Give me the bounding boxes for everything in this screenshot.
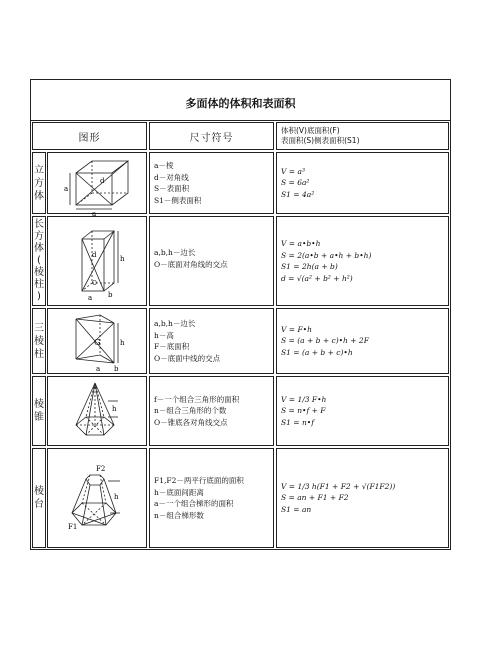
row-name-char: 柱 (34, 348, 44, 360)
row-name-char: 棱 (34, 399, 44, 410)
cube-formula-2: S = 6a² (281, 178, 310, 188)
pyramid-symbol-1: f－一个组合三角形的面积 (154, 394, 240, 404)
row-cuboid-figure (47, 216, 147, 306)
pyramid-symbol-3: O－锥底各对角线交点 (154, 417, 228, 427)
row-name-char: 三 (34, 322, 44, 334)
cuboid-label-a: a (88, 294, 93, 302)
frustum-figure (48, 449, 146, 547)
cuboid-formula-2: S = 2(a•b + a•h + b•h) (281, 250, 372, 260)
header-formula-line1: 体积(V)底面积(F) (281, 126, 340, 135)
cube-label-d: d (100, 177, 105, 185)
row-name-char: 体 (34, 190, 44, 202)
prism-symbol-4: O－底面中线的交点 (154, 353, 221, 363)
cuboid-formula-4: d = √(a² + b² + h²) (281, 273, 353, 283)
cube-symbol-4: S1－侧表面积 (154, 195, 202, 205)
cube-label-a-bottom: a (92, 210, 97, 218)
cube-figure (48, 153, 146, 218)
page-title: 多面体的体积和表面积 (185, 97, 296, 110)
cuboid-formula-3: S1 = 2h(a + b) (281, 262, 338, 271)
prism-formula-3: S1 = (a + b + c)•h (281, 347, 353, 357)
row-frustum-name (32, 448, 46, 548)
header-col2 (149, 122, 274, 150)
row-cube-formulas (276, 152, 449, 214)
row-name-char: 棱 (34, 335, 44, 347)
prism-label-a: a (96, 365, 101, 373)
cuboid-figure (48, 217, 146, 305)
prism-label-b: b (114, 365, 119, 373)
prism-label-h: h (120, 339, 125, 347)
prism-formula-2: S = (a + b + c)•h + 2F (281, 336, 369, 346)
frustum-label-f2: F2 (96, 465, 106, 473)
row-cuboid-symbols (149, 216, 274, 306)
row-frustum-formulas (276, 448, 449, 548)
row-prism-formulas (276, 308, 449, 374)
prism-label-g: G (94, 338, 101, 347)
title-cell (30, 79, 451, 121)
row-cuboid-name (32, 216, 46, 306)
row-frustum-symbols (149, 448, 274, 548)
prism-symbol-3: F－底面积 (154, 342, 190, 351)
cuboid-label-h: h (120, 255, 125, 263)
row-pyramid-figure (47, 376, 147, 446)
row-cuboid-formulas (276, 216, 449, 306)
prism-figure (48, 309, 146, 373)
row-cube-figure (47, 152, 147, 218)
frustum-symbol-1: F1,F2－两平行底面的面积 (154, 476, 244, 485)
pyramid-figure (48, 377, 146, 445)
prism-formula-1: V = F•h (281, 324, 312, 334)
cube-symbol-2: d－对角线 (154, 172, 189, 182)
cube-symbol-1: a－棱 (154, 161, 174, 170)
cube-formula-1: V = a³ (281, 166, 305, 176)
row-name-char: ) (37, 291, 41, 302)
row-name-char: 体 (34, 243, 44, 254)
row-name-char: 柱 (34, 279, 44, 290)
cuboid-formula-1: V = a•b•h (281, 239, 321, 248)
row-frustum-figure (47, 448, 147, 548)
cuboid-label-b: b (108, 291, 113, 299)
row-name-char: 棱 (34, 486, 44, 497)
frustum-formula-1: V = 1/3 h(F1 + F2 + √(F1F2)) (281, 481, 396, 491)
pyramid-formula-1: V = 1/3 F•h (281, 394, 327, 404)
header-symbols: 尺寸符号 (189, 132, 234, 144)
row-name-char: 立 (34, 164, 44, 176)
header-formulas (277, 123, 448, 149)
row-prism-name (32, 308, 46, 374)
cube-symbol-3: S－表面积 (154, 184, 190, 193)
frustum-label-f1: F1 (68, 523, 78, 531)
frustum-symbol-3: a－一个组合梯形的面积 (154, 499, 234, 508)
frustum-formula-2: S = an + F1 + F2 (281, 493, 349, 503)
cuboid-symbol-1: a,b,h－边长 (154, 248, 196, 257)
cuboid-label-o: O (92, 280, 97, 287)
frustum-formula-3: S1 = an (281, 504, 312, 514)
header-col3 (276, 122, 449, 150)
row-pyramid-symbols (149, 376, 274, 446)
cube-label-a-left: a (64, 185, 69, 193)
row-name-char: 长 (34, 219, 44, 230)
pyramid-formula-3: S1 = n•f (281, 417, 314, 427)
row-prism-symbols (149, 308, 274, 374)
row-pyramid-name (32, 376, 46, 446)
row-name-char: 方 (34, 177, 44, 189)
frustum-label-h: h (114, 493, 119, 501)
cuboid-label-d: d (92, 251, 97, 259)
row-name-char: 锥 (34, 412, 44, 423)
cube-formula-3: S1 = 4a² (281, 189, 315, 199)
header-formula-line2: 表面积(S)侧表面积(S1) (281, 136, 360, 145)
frustum-symbol-2: h－底面间距离 (154, 487, 204, 497)
pyramid-symbol-2: n－组合三角形的个数 (154, 406, 227, 416)
pyramid-label-h: h (112, 405, 117, 413)
row-prism-figure (47, 308, 147, 374)
pyramid-formula-2: S = n•f + F (281, 406, 326, 416)
row-name-char: 方 (34, 231, 44, 242)
frustum-symbol-4: n－组合梯形数 (154, 510, 204, 520)
row-cube-name (32, 152, 46, 214)
prism-symbol-1: a,b,h－边长 (154, 319, 196, 328)
header-col1 (32, 122, 147, 150)
row-pyramid-formulas (276, 376, 449, 446)
row-cube-symbols (149, 152, 274, 214)
row-name-char: ( (37, 255, 41, 266)
prism-symbol-2: h－高 (154, 330, 174, 340)
cuboid-symbol-2: O－底面对角线的交点 (154, 259, 228, 269)
row-name-char: 棱 (34, 267, 44, 278)
row-name-char: 台 (34, 499, 44, 510)
header-figure: 图形 (78, 132, 101, 144)
